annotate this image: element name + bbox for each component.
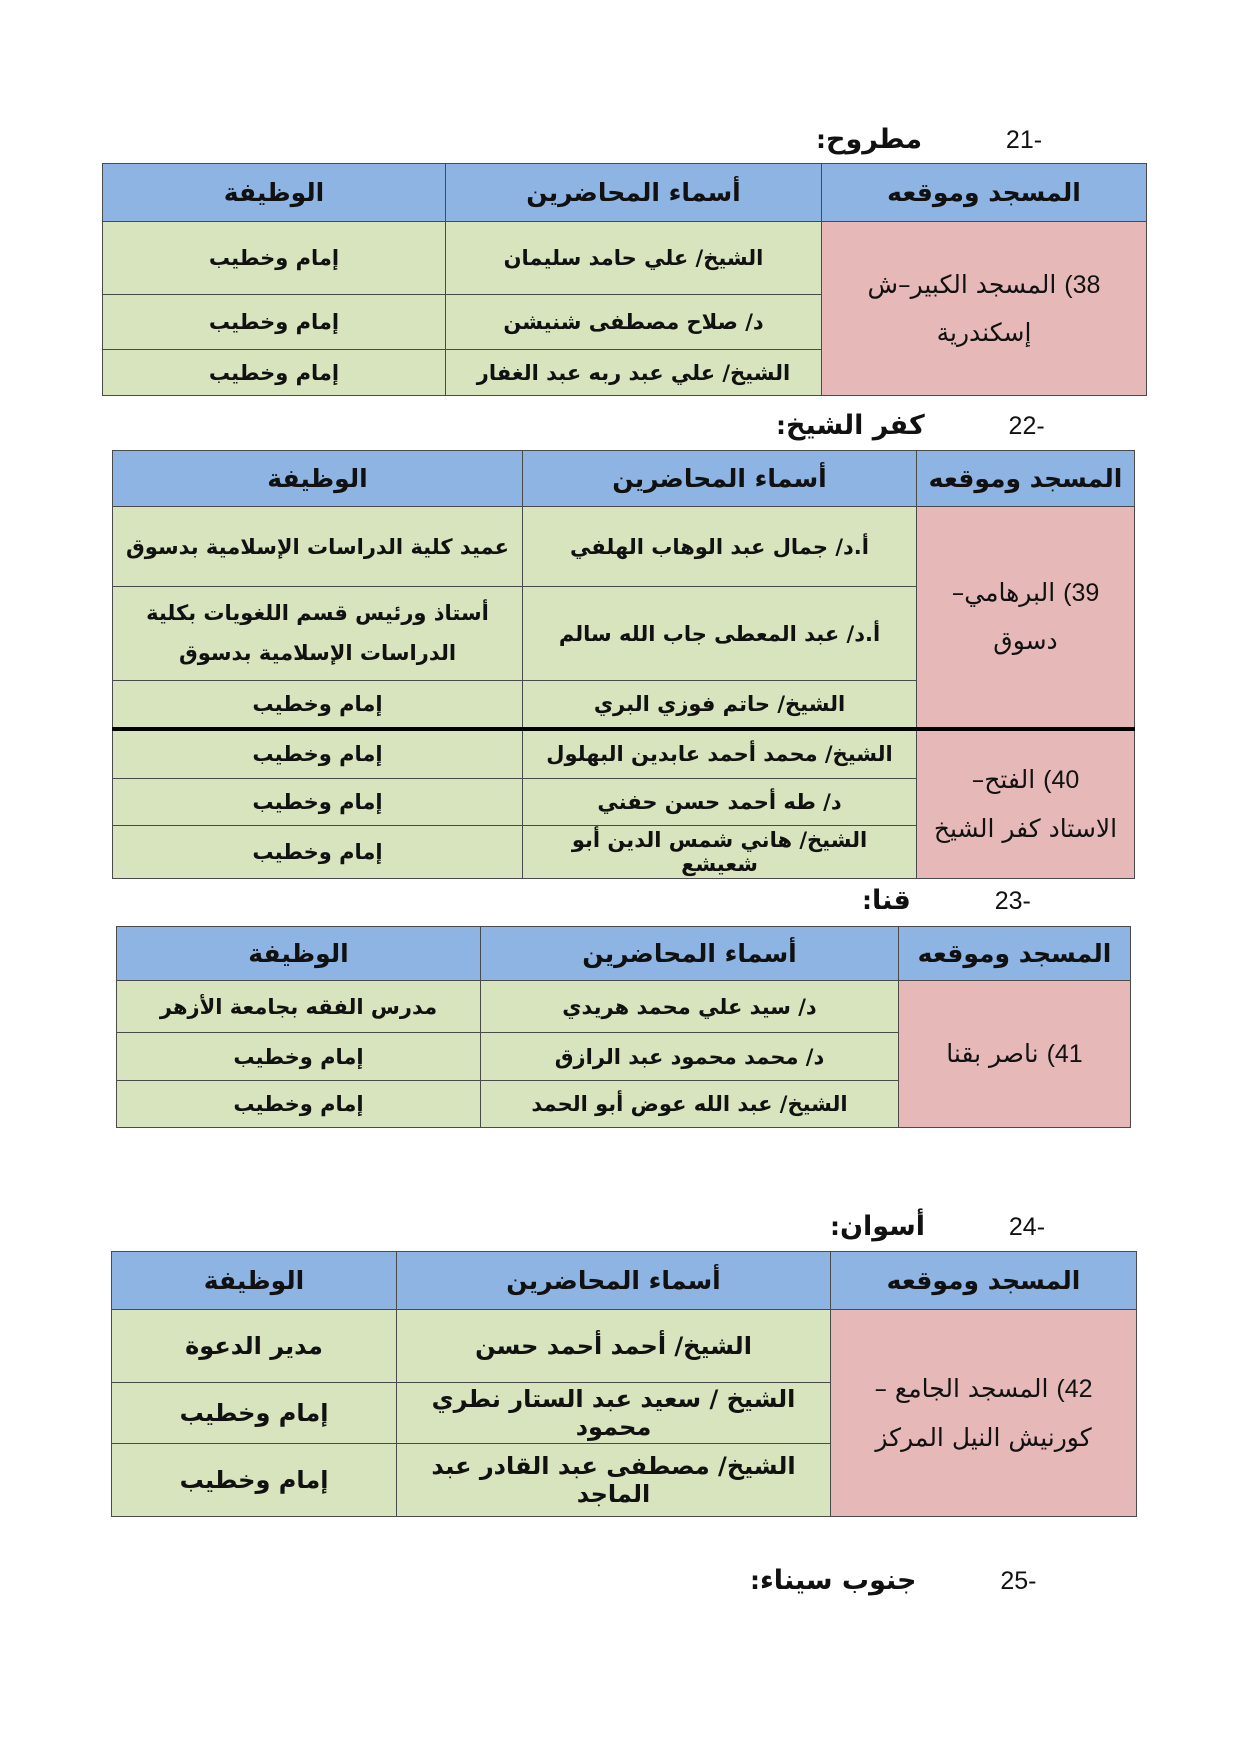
mosque-location: إسكندرية xyxy=(936,318,1032,347)
lecturer-name: الشيخ / سعيد عبد الستار نطري محمود xyxy=(397,1383,831,1444)
mosque-number: 40) xyxy=(1043,766,1080,795)
mosque-cell xyxy=(831,1310,1137,1517)
lecturer-name: د/ صلاح مصطفى شنيشن xyxy=(446,295,822,350)
header-names: أسماء المحاضرين xyxy=(481,927,899,981)
lecturer-name: د/ محمد محمود عبد الرازق xyxy=(481,1033,899,1081)
section-heading-kafr-el-sheikh xyxy=(776,410,1045,441)
lecturer-name: الشيخ/ أحمد أحمد حسن xyxy=(397,1310,831,1383)
header-mosque: المسجد وموقعه xyxy=(917,451,1135,507)
lecturer-name: الشيخ/ علي عبد ربه عبد الغفار xyxy=(446,350,822,396)
lecturer-job: إمام وخطيب xyxy=(112,1383,397,1444)
lecturer-job-line: أستاذ ورئيس قسم اللغويات بكلية xyxy=(146,600,489,625)
mosque-number: 42) xyxy=(1056,1375,1093,1403)
lecturer-job: إمام وخطيب xyxy=(113,779,523,826)
lecturer-job: عميد كلية الدراسات الإسلامية بدسوق xyxy=(113,507,523,587)
lecturer-name: الشيخ/ عبد الله عوض أبو الحمد xyxy=(481,1081,899,1128)
lecturer-job xyxy=(113,587,523,681)
lecturer-name: أ.د/ عبد المعطى جاب الله سالم xyxy=(523,587,917,681)
schedule-table-matrouh xyxy=(102,163,1147,396)
lecturer-job-line: الدراسات الإسلامية بدسوق xyxy=(178,640,457,665)
lecturer-job: إمام وخطيب xyxy=(103,295,446,350)
lecturer-name: الشيخ/ حاتم فوزي البري xyxy=(523,681,917,729)
schedule-table-aswan xyxy=(111,1251,1137,1517)
section-title: أسوان xyxy=(840,1211,926,1242)
section-number: 24- xyxy=(1008,1213,1046,1241)
mosque-name: المسجد الجامع – xyxy=(874,1374,1049,1403)
header-job: الوظيفة xyxy=(112,1252,397,1310)
lecturer-job: مدير الدعوة xyxy=(112,1310,397,1383)
section-title: كفر الشيخ xyxy=(786,410,925,441)
lecturer-name: الشيخ/ مصطفى عبد القادر عبد الماجد xyxy=(397,1444,831,1517)
lecturer-job: إمام وخطيب xyxy=(112,1444,397,1517)
header-names: أسماء المحاضرين xyxy=(523,451,917,507)
mosque-name: ناصر بقنا xyxy=(946,1038,1039,1068)
section-title: جنوب سيناء xyxy=(760,1565,917,1596)
mosque-location: دسوق xyxy=(993,626,1058,656)
header-job: الوظيفة xyxy=(117,927,481,981)
section-title: مطروح xyxy=(826,124,923,155)
lecturer-name: د/ طه أحمد حسن حفني xyxy=(523,779,917,826)
mosque-number: 39) xyxy=(1063,578,1100,607)
mosque-cell xyxy=(917,729,1135,879)
lecturer-job: إمام وخطيب xyxy=(113,729,523,779)
mosque-cell xyxy=(899,981,1131,1128)
section-heading-aswan xyxy=(830,1211,1045,1242)
schedule-table-qena xyxy=(116,926,1131,1128)
lecturer-job: إمام وخطيب xyxy=(103,222,446,295)
section-number: 25- xyxy=(1000,1567,1037,1595)
header-names: أسماء المحاضرين xyxy=(446,164,822,222)
mosque-number: 41) xyxy=(1046,1039,1083,1068)
header-names: أسماء المحاضرين xyxy=(397,1252,831,1310)
header-mosque: المسجد وموقعه xyxy=(822,164,1147,222)
mosque-location: كورنيش النيل المركز xyxy=(875,1422,1092,1452)
section-heading-matrouh xyxy=(816,124,1042,155)
lecturer-name: الشيخ/ علي حامد سليمان xyxy=(446,222,822,295)
lecturer-job: إمام وخطيب xyxy=(113,681,523,729)
lecturer-job: إمام وخطيب xyxy=(117,1081,481,1128)
lecturer-name: أ.د/ جمال عبد الوهاب الهلفي xyxy=(523,507,917,587)
lecturer-job: مدرس الفقه بجامعة الأزهر xyxy=(117,981,481,1033)
mosque-cell xyxy=(917,507,1135,729)
lecturer-job: إمام وخطيب xyxy=(113,826,523,879)
lecturer-name: د/ سيد علي محمد هريدي xyxy=(481,981,899,1033)
section-title: قنا xyxy=(872,885,911,916)
lecturer-job: إمام وخطيب xyxy=(117,1033,481,1081)
section-colon: : xyxy=(816,125,826,154)
mosque-number: 38) xyxy=(1064,270,1101,299)
section-heading-south-sinai xyxy=(750,1565,1036,1596)
lecturer-name: الشيخ/ هاني شمس الدين أبو شعيشع xyxy=(523,826,917,879)
section-number: 23- xyxy=(994,887,1031,915)
mosque-location: الاستاد كفر الشيخ xyxy=(933,813,1118,843)
header-mosque: المسجد وموقعه xyxy=(831,1252,1137,1310)
lecturer-job: إمام وخطيب xyxy=(103,350,446,396)
header-job: الوظيفة xyxy=(113,451,523,507)
section-number: 21- xyxy=(1005,126,1043,154)
mosque-name: الفتح– xyxy=(971,765,1036,795)
header-mosque: المسجد وموقعه xyxy=(899,927,1131,981)
section-colon: : xyxy=(750,1566,760,1595)
section-colon: : xyxy=(862,886,872,915)
schedule-table-kafr-el-sheikh xyxy=(112,450,1135,879)
section-colon: : xyxy=(830,1212,840,1241)
section-number: 22- xyxy=(1008,412,1045,440)
section-heading-qena xyxy=(862,885,1031,916)
header-job: الوظيفة xyxy=(103,164,446,222)
mosque-name: المسجد الكبير–ش xyxy=(867,269,1057,299)
lecturer-name: الشيخ/ محمد أحمد عابدين البهلول xyxy=(523,729,917,779)
mosque-cell xyxy=(822,222,1147,396)
section-colon: : xyxy=(776,411,786,440)
mosque-name: البرهامي– xyxy=(951,577,1056,607)
